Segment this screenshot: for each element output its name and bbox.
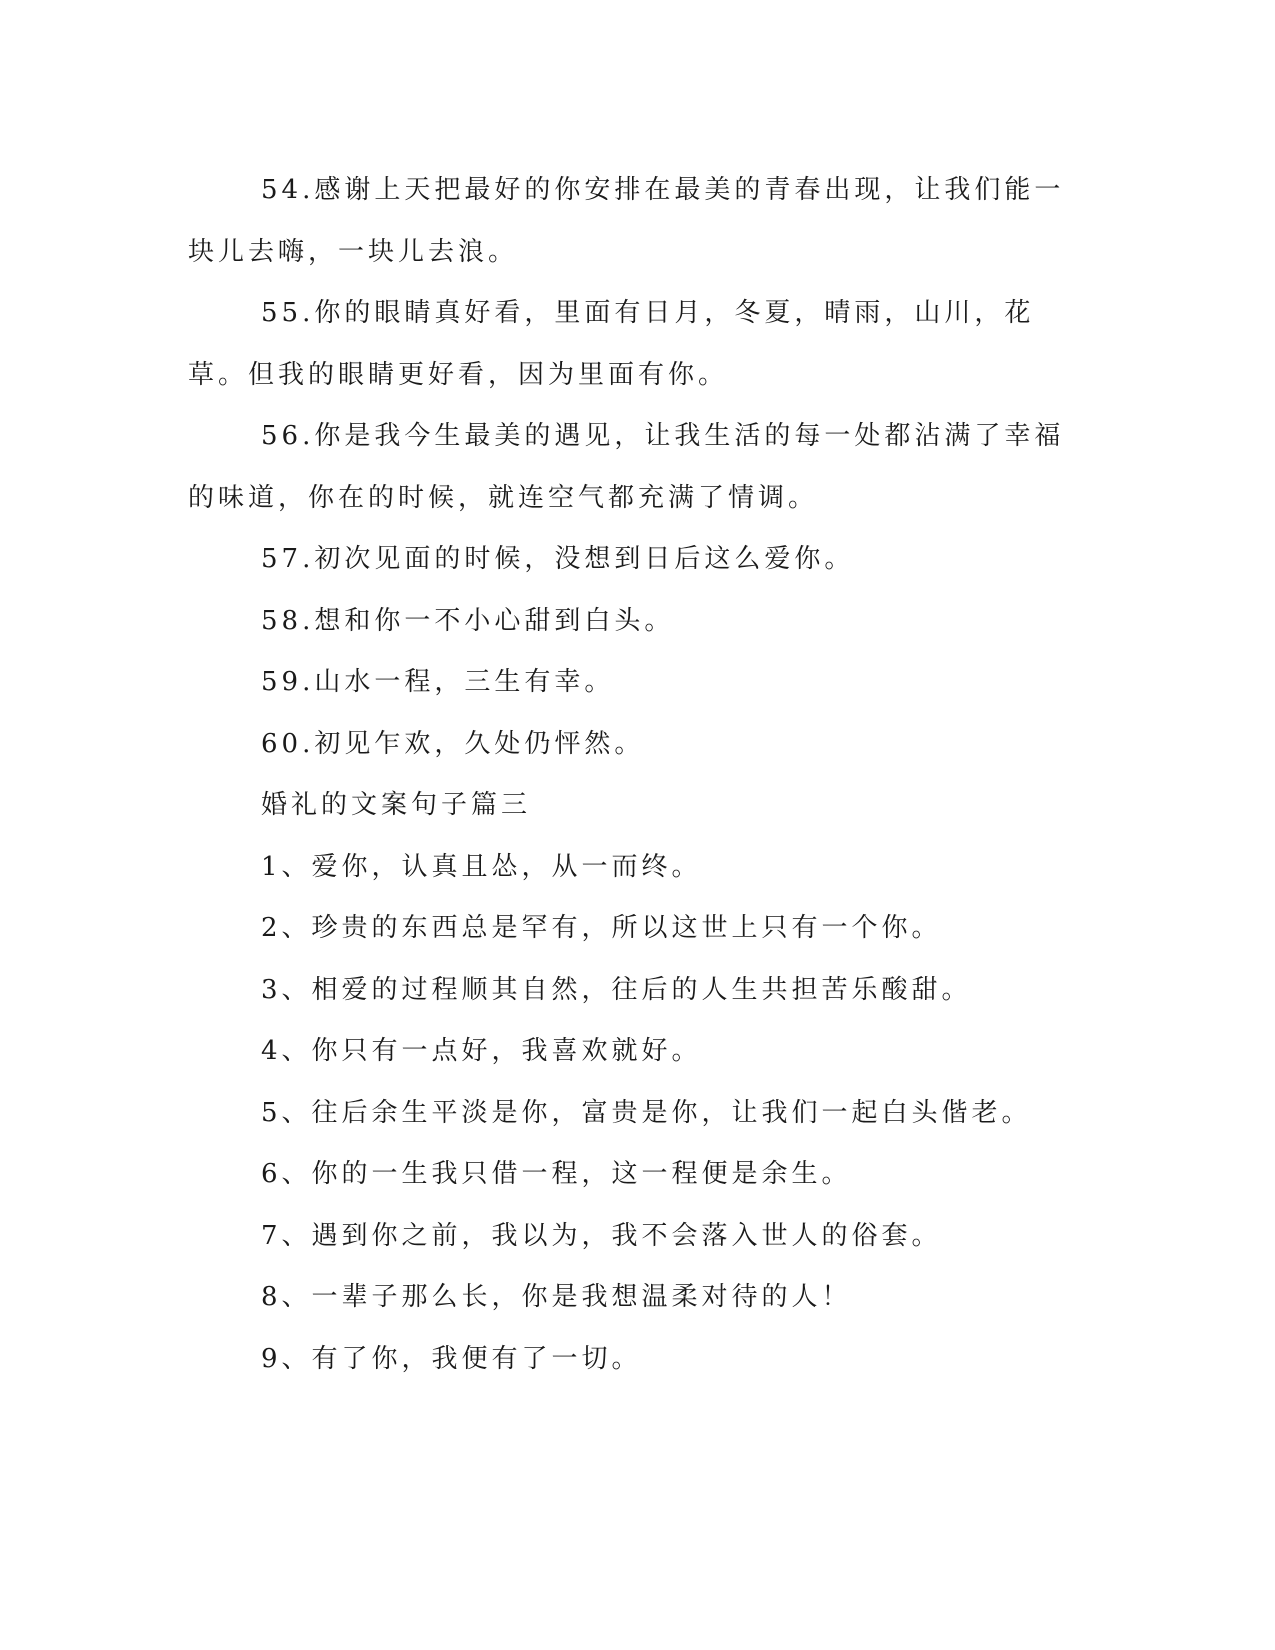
paragraph-54: 54.感谢上天把最好的你安排在最美的青春出现，让我们能一块儿去嗨，一块儿去浪。 <box>188 175 1065 267</box>
list-item-8: 8、一辈子那么长，你是我想温柔对待的人！ <box>261 1282 852 1312</box>
list-item-6: 6、你的一生我只借一程，这一程便是余生。 <box>261 1159 852 1189</box>
list-item-1: 1、爱你，认真且怂，从一而终。 <box>261 851 702 882</box>
list-item-9: 9、有了你，我便有了一切。 <box>261 1343 642 1374</box>
paragraph-57: 57.初次见面的时候，没想到日后这么爱你。 <box>261 544 855 574</box>
list-item-3: 3、相爱的过程顺其自然，往后的人生共担苦乐酸甜。 <box>261 974 972 1005</box>
paragraph-55: 55.你的眼睛真好看，里面有日月，冬夏，晴雨，山川，花草。但我的眼睛更好看，因为里面有你。 <box>188 298 1035 390</box>
list-item-5: 5、往后余生平淡是你，富贵是你，让我们一起白头偕老。 <box>261 1097 1032 1128</box>
list-item-7: 7、遇到你之前，我以为，我不会落入世人的俗套。 <box>261 1220 942 1251</box>
paragraph-58: 58.想和你一不小心甜到白头。 <box>261 605 675 636</box>
paragraph-59: 59.山水一程，三生有幸。 <box>261 667 615 697</box>
list-item-2: 2、珍贵的东西总是罕有，所以这世上只有一个你。 <box>261 913 942 943</box>
paragraph-60: 60.初见乍欢，久处仍怦然。 <box>261 728 645 759</box>
list-item-4: 4、你只有一点好，我喜欢就好。 <box>261 1036 702 1066</box>
section-heading: 婚礼的文案句子篇三 <box>261 790 532 820</box>
paragraph-56: 56.你是我今生最美的遇见，让我生活的每一处都沾满了幸福的味道，你在的时候，就连空气都充满了情调。 <box>188 421 1065 513</box>
document-body <box>188 160 1073 1390</box>
